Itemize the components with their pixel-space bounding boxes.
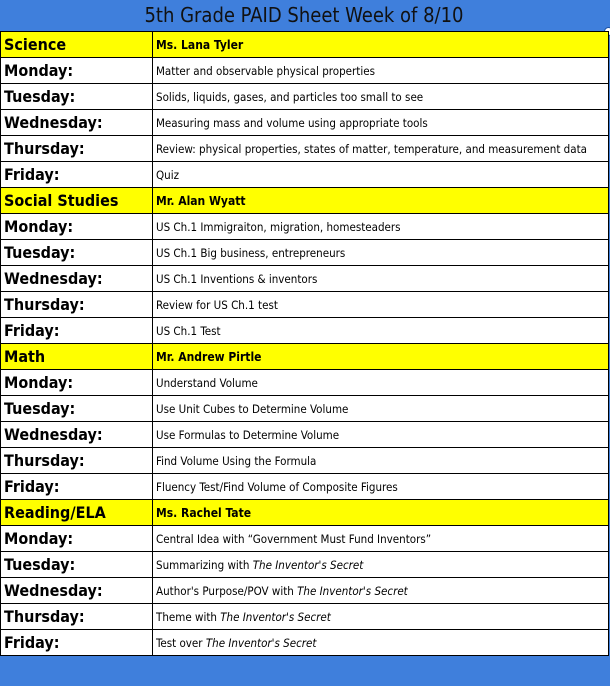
lesson-plan-cell[interactable] [153, 526, 609, 552]
lesson-plan-text: Author's Purpose/POV with [156, 583, 298, 598]
lesson-plan-text: Solids, liquids, gases, and particles too small to see [156, 89, 424, 104]
day-label[interactable]: Thursday: [1, 292, 153, 318]
lesson-plan-text: Review for US Ch.1 test [156, 297, 278, 312]
lesson-plan-text: US Ch.1 Big business, entrepreneurs [156, 245, 346, 260]
sheet-title: 5th Grade PAID Sheet Week of 8/10 [144, 3, 464, 27]
teacher-name[interactable]: Ms. Lana Tyler [153, 32, 609, 58]
book-title: The Inventor's Secret [205, 635, 317, 650]
subject-header-row [1, 344, 609, 370]
lesson-plan-cell[interactable] [153, 214, 609, 240]
lesson-plan-cell[interactable] [153, 630, 609, 656]
subject-name[interactable]: Science [1, 32, 153, 58]
lesson-plan-text: Theme with [156, 609, 221, 624]
day-row [1, 604, 609, 630]
day-row [1, 578, 609, 604]
day-row [1, 422, 609, 448]
teacher-name[interactable]: Mr. Alan Wyatt [153, 188, 609, 214]
teacher-name[interactable]: Ms. Rachel Tate [153, 500, 609, 526]
day-row [1, 266, 609, 292]
day-label[interactable]: Thursday: [1, 448, 153, 474]
day-row [1, 552, 609, 578]
day-label[interactable]: Tuesday: [1, 84, 153, 110]
lesson-plan-cell[interactable] [153, 162, 609, 188]
lesson-plan-text: Fluency Test/Find Volume of Composite Figures [156, 479, 398, 494]
lesson-plan-text: Test over [156, 635, 206, 650]
day-label[interactable]: Friday: [1, 630, 153, 656]
day-label[interactable]: Wednesday: [1, 422, 153, 448]
lesson-plan-cell[interactable] [153, 240, 609, 266]
day-label[interactable]: Monday: [1, 526, 153, 552]
day-row [1, 136, 609, 162]
day-label[interactable]: Thursday: [1, 136, 153, 162]
day-label[interactable]: Friday: [1, 162, 153, 188]
subject-name[interactable]: Math [1, 344, 153, 370]
lesson-plan-cell[interactable] [153, 318, 609, 344]
lesson-plan-text: Quiz [156, 167, 180, 182]
subject-header-row [1, 188, 609, 214]
lesson-plan-text: Use Formulas to Determine Volume [156, 427, 340, 442]
day-row [1, 474, 609, 500]
lesson-plan-text: Find Volume Using the Formula [156, 453, 317, 468]
day-row [1, 214, 609, 240]
lesson-plan-cell[interactable] [153, 552, 609, 578]
schedule-table [0, 31, 609, 656]
day-label[interactable]: Tuesday: [1, 240, 153, 266]
lesson-plan-cell[interactable] [153, 604, 609, 630]
subject-name[interactable]: Reading/ELA [1, 500, 153, 526]
day-row [1, 292, 609, 318]
subject-header-row [1, 32, 609, 58]
lesson-plan-text: Summarizing with [156, 557, 253, 572]
day-row [1, 396, 609, 422]
lesson-plan-cell[interactable] [153, 110, 609, 136]
day-label[interactable]: Tuesday: [1, 552, 153, 578]
day-row [1, 162, 609, 188]
day-row [1, 448, 609, 474]
lesson-plan-text: Use Unit Cubes to Determine Volume [156, 401, 349, 416]
day-row [1, 630, 609, 656]
lesson-plan-cell[interactable] [153, 292, 609, 318]
lesson-plan-text: US Ch.1 Inventions & inventors [156, 271, 318, 286]
lesson-plan-text: US Ch.1 Immigraiton, migration, homesteaders [156, 219, 401, 234]
subject-name[interactable]: Social Studies [1, 188, 153, 214]
lesson-plan-text: Matter and observable physical properties [156, 63, 375, 78]
day-label[interactable]: Friday: [1, 474, 153, 500]
lesson-plan-cell[interactable] [153, 266, 609, 292]
day-label[interactable]: Tuesday: [1, 396, 153, 422]
book-title: The Inventor's Secret [220, 609, 331, 624]
lesson-plan-cell[interactable] [153, 136, 609, 162]
day-label[interactable]: Monday: [1, 370, 153, 396]
day-row [1, 526, 609, 552]
subject-header-row [1, 500, 609, 526]
lesson-plan-cell[interactable] [153, 474, 609, 500]
lesson-plan-cell[interactable] [153, 370, 609, 396]
day-row [1, 58, 609, 84]
lesson-plan-cell[interactable] [153, 84, 609, 110]
day-row [1, 240, 609, 266]
day-label[interactable]: Friday: [1, 318, 153, 344]
day-label[interactable]: Wednesday: [1, 578, 153, 604]
day-label[interactable]: Wednesday: [1, 110, 153, 136]
day-row [1, 318, 609, 344]
day-label[interactable]: Monday: [1, 58, 153, 84]
day-row [1, 110, 609, 136]
lesson-plan-cell[interactable] [153, 422, 609, 448]
lesson-plan-cell[interactable] [153, 396, 609, 422]
book-title: The Inventor's Secret [297, 583, 408, 598]
day-row [1, 370, 609, 396]
lesson-plan-text: Review: physical properties, states of matter, temperature, and measurement data [156, 141, 587, 156]
lesson-plan-text: Measuring mass and volume using appropriate tools [156, 115, 428, 130]
lesson-plan-text: Central Idea with “Government Must Fund Inventors” [156, 531, 432, 546]
book-title: The Inventor's Secret [252, 557, 364, 572]
day-label[interactable]: Monday: [1, 214, 153, 240]
lesson-plan-cell[interactable] [153, 448, 609, 474]
lesson-plan-text: Understand Volume [156, 375, 258, 390]
day-label[interactable]: Wednesday: [1, 266, 153, 292]
day-row [1, 84, 609, 110]
lesson-plan-cell[interactable] [153, 578, 609, 604]
lesson-plan-cell[interactable] [153, 58, 609, 84]
lesson-plan-text: US Ch.1 Test [156, 323, 221, 338]
teacher-name[interactable]: Mr. Andrew Pirtle [153, 344, 609, 370]
day-label[interactable]: Thursday: [1, 604, 153, 630]
